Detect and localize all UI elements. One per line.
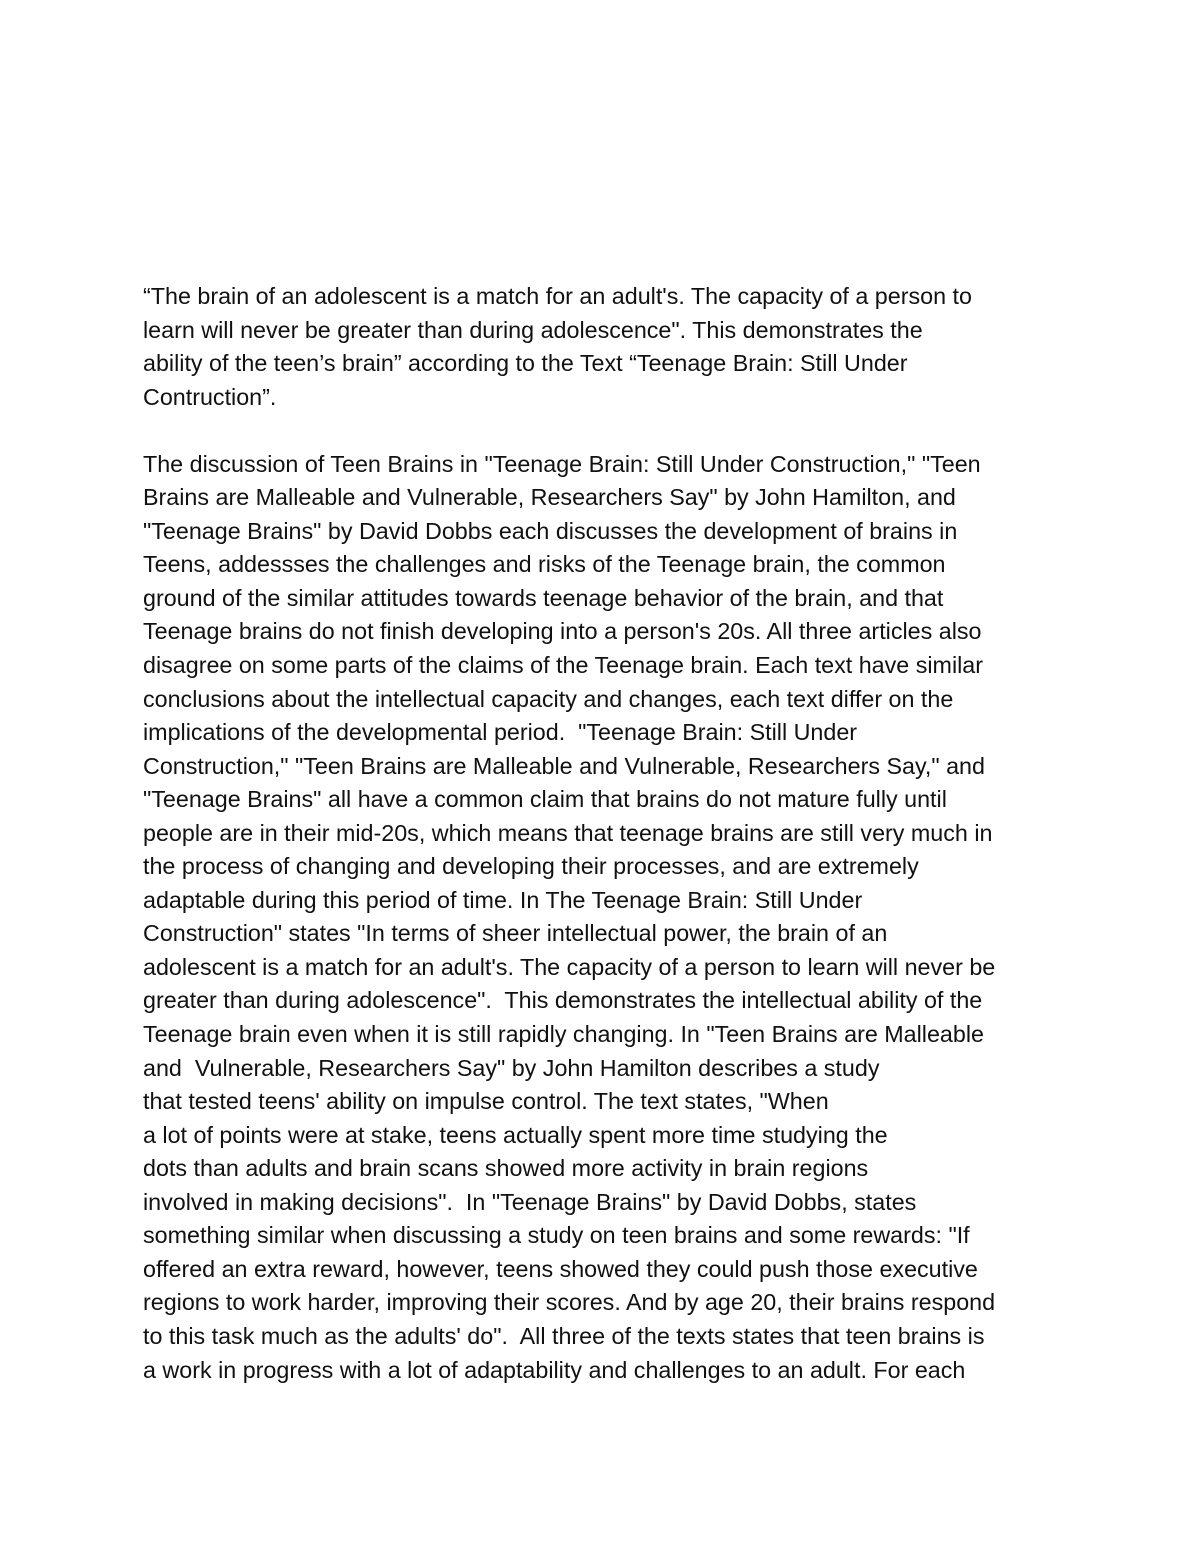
text-line: adolescent is a match for an adult's. The capacity of a person to learn will never be	[143, 953, 996, 980]
paragraph-intro-quote	[143, 280, 1073, 414]
text-line: and Vulnerable, Researchers Say" by John Hamilton describes a study	[143, 1054, 880, 1081]
text-line: Teenage brains do not finish developing into a person's 20s. All three articles also	[143, 618, 982, 645]
text-line: the process of changing and developing their processes, and are extremely	[143, 853, 919, 880]
text-line: a work in progress with a lot of adaptability and challenges to an adult. For each	[143, 1356, 966, 1383]
text-line: Brains are Malleable and Vulnerable, Researchers Say" by John Hamilton, and	[143, 484, 956, 511]
text-line: dots than adults and brain scans showed more activity in brain regions	[143, 1155, 869, 1182]
text-line: Teenage brain even when it is still rapidly changing. In "Teen Brains are Malleable	[143, 1021, 984, 1048]
text-line: to this task much as the adults' do". All three of the texts states that teen brains is	[143, 1322, 985, 1349]
text-line: conclusions about the intellectual capacity and changes, each text differ on the	[143, 685, 954, 712]
text-line: Construction" states "In terms of sheer intellectual power, the brain of an	[143, 920, 888, 947]
text-line: ability of the teen’s brain” according to the Text “Teenage Brain: Still Under	[143, 350, 908, 377]
text-line: implications of the developmental period. "Teenage Brain: Still Under	[143, 719, 858, 746]
text-line: disagree on some parts of the claims of the Teenage brain. Each text have similar	[143, 652, 984, 679]
text-line: greater than during adolescence". This demonstrates the intellectual ability of the	[143, 987, 983, 1014]
text-line: learn will never be greater than during adolescence". This demonstrates the	[143, 316, 923, 343]
text-line: involved in making decisions". In "Teenage Brains" by David Dobbs, states	[143, 1188, 917, 1215]
text-line: that tested teens' ability on impulse control. The text states, "When	[143, 1088, 829, 1115]
text-line: people are in their mid-20s, which means that teenage brains are still very much in	[143, 819, 993, 846]
text-line: ground of the similar attitudes towards teenage behavior of the brain, and that	[143, 584, 944, 611]
text-line: a lot of points were at stake, teens actually spent more time studying the	[143, 1121, 888, 1148]
text-line: Contruction”.	[143, 383, 277, 410]
paragraph-discussion	[143, 448, 1073, 1387]
document-body	[143, 280, 1073, 1387]
text-line: Construction," "Teen Brains are Malleable and Vulnerable, Researchers Say," and	[143, 752, 985, 779]
text-line: adaptable during this period of time. In The Teenage Brain: Still Under	[143, 886, 863, 913]
text-line: something similar when discussing a study on teen brains and some rewards: "If	[143, 1222, 970, 1249]
paragraph-spacer	[143, 414, 1073, 448]
text-line: "Teenage Brains" all have a common claim that brains do not mature fully until	[143, 786, 947, 813]
text-line: regions to work harder, improving their scores. And by age 20, their brains respond	[143, 1289, 996, 1316]
text-line: offered an extra reward, however, teens showed they could push those executive	[143, 1255, 978, 1282]
text-line: "Teenage Brains" by David Dobbs each discusses the development of brains in	[143, 517, 958, 544]
text-line: “The brain of an adolescent is a match for an adult's. The capacity of a person to	[143, 283, 972, 309]
text-line: The discussion of Teen Brains in "Teenage Brain: Still Under Construction," "Teen	[143, 450, 981, 477]
text-line: Teens, addessses the challenges and risks of the Teenage brain, the common	[143, 551, 946, 578]
